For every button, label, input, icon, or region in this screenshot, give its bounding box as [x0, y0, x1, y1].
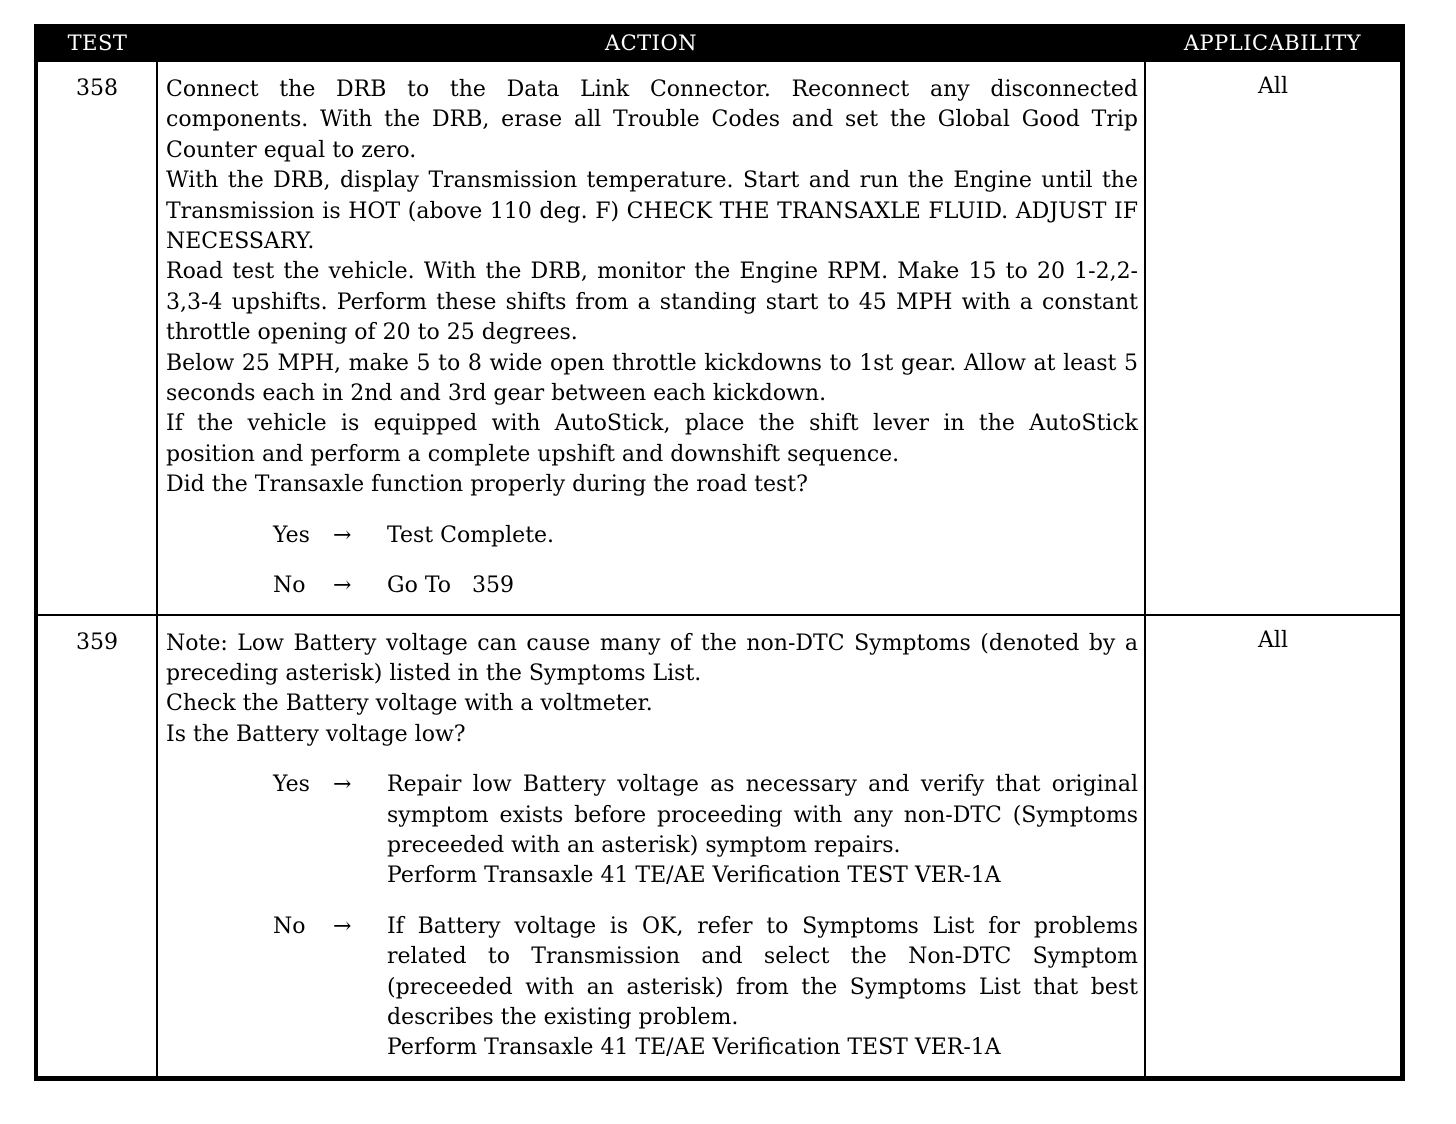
action-paragraph: Road test the vehicle. With the DRB, monitor the Engine RPM. Make 15 to 20 1-2,2-3,3-4 upshifts. Perform these shifts from a standing start to 45 MPH with a constant throttle opening of 20 to 25 degrees. [166, 259, 1138, 346]
right-arrow-icon: → [333, 573, 352, 599]
action-question: Is the Battery voltage low? [166, 721, 466, 747]
answer-label: Yes [273, 772, 310, 798]
action-paragraph: Note: Low Battery voltage can cause many of the non-DTC Symptoms (denoted by a preceding asterisk) listed in the Symptoms List. [166, 630, 1138, 686]
answer-list [166, 770, 1138, 1064]
answer-line: Repair low Battery voltage as necessary and verify that original symptom exists before proceeding with any non-DTC (Symptoms preceeded with an asterisk) symptom repairs. [387, 772, 1138, 858]
test-number: 359 [38, 615, 157, 1076]
right-arrow-icon: → [333, 772, 352, 798]
right-arrow-icon: → [333, 913, 352, 939]
table-row [38, 615, 1400, 1076]
test-number: 358 [76, 76, 118, 101]
answer-no [166, 912, 1138, 1064]
answer-label: No [273, 573, 306, 599]
diagnostic-table-sheet [34, 24, 1405, 1081]
action-paragraph: Connect the DRB to the Data Link Connector. Reconnect any disconnected components. With the DRB, erase all Trouble Codes and set the Global Good Trip Counter equal to zero. [166, 77, 1138, 163]
action-paragraph: Below 25 MPH, make 5 to 8 wide open throttle kickdowns to 1st gear. Allow at least 5 seconds each in 2nd and 3rd gear between each kickdown. [166, 350, 1138, 407]
answer-no [166, 571, 1138, 601]
header-action: ACTION [157, 24, 1145, 62]
action-question: Did the Transaxle function properly during the road test? [166, 472, 808, 498]
table-row [38, 62, 1400, 615]
table-header-row [38, 24, 1400, 62]
header-test: TEST [38, 24, 157, 62]
answer-text [387, 912, 1138, 1064]
answer-line: Perform Transaxle 41 TE/AE Verification TEST VER-1A [387, 1035, 1001, 1061]
action-paragraph: With the DRB, display Transmission temperature. Start and run the Engine until the Transmission is HOT (above 110 deg. F) CHECK THE TRANSAXLE FLUID. ADJUST IF NECESSARY. [166, 168, 1138, 255]
answer-label: No [273, 913, 306, 939]
answer-line: Perform Transaxle 41 TE/AE Verification TEST VER-1A [387, 863, 1001, 889]
applicability-cell: All [1145, 615, 1400, 1076]
applicability-cell: All [1145, 62, 1400, 615]
answer-text [387, 521, 1138, 551]
action-paragraph: If the vehicle is equipped with AutoStick, place the shift lever in the AutoStick position and perform a complete upshift and downshift sequence. [166, 411, 1138, 467]
action-cell [157, 62, 1145, 615]
answer-yes [166, 770, 1138, 892]
answer-line: Go To 359 [387, 573, 514, 599]
right-arrow-icon: → [333, 522, 352, 548]
action-paragraph: Check the Battery voltage with a voltmeter. [166, 691, 653, 717]
answer-label: Yes [273, 522, 310, 548]
answer-list [166, 521, 1138, 602]
answer-line: Test Complete. [387, 522, 555, 548]
action-cell [157, 615, 1145, 1076]
answer-text [387, 571, 1138, 601]
answer-yes [166, 521, 1138, 551]
answer-line: If Battery voltage is OK, refer to Symptoms List for problems related to Transmission and select the Non-DTC Symptom (preceeded with an asterisk) from the Symptoms List that best describes the existing problem. [387, 913, 1138, 1030]
header-applicability: APPLICABILITY [1145, 24, 1400, 62]
diagnostic-table [38, 24, 1400, 1076]
answer-text [387, 770, 1138, 892]
